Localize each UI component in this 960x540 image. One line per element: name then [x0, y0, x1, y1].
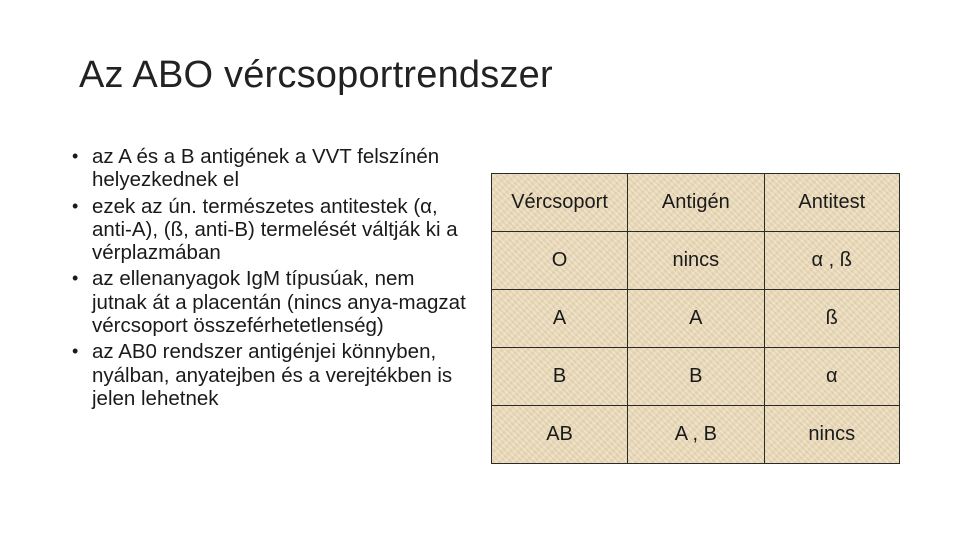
table-cell: A , B — [628, 406, 764, 464]
bullet-item — [72, 145, 472, 192]
bullet-marker: • — [72, 268, 79, 289]
table-cell: AB — [492, 406, 628, 464]
table-cell: A — [492, 290, 628, 348]
header-cell-antibody: Antitest — [764, 174, 899, 232]
table-cell: nincs — [628, 232, 764, 290]
table-cell: B — [492, 348, 628, 406]
table-cell: α , ß — [764, 232, 899, 290]
table-header-row — [492, 174, 900, 232]
bullet-text: az ellenanyagok IgM típusúak, nem jutnak át a placentán (nincs anya-magzat vércsoport összeférhetetlenség) — [92, 267, 466, 338]
bullet-list — [72, 145, 472, 413]
bullet-marker: • — [72, 195, 79, 216]
bullet-item — [72, 340, 472, 410]
table-row — [492, 232, 900, 290]
table-cell: α — [764, 348, 899, 406]
table-cell: ß — [764, 290, 899, 348]
table-cell: A — [628, 290, 764, 348]
bullet-text: az AB0 rendszer antigénjei könnyben, nyálban, anyatejben és a verejtékben is jelen lehetnek — [92, 340, 453, 410]
bullet-text: ezek az ún. természetes antitestek (α, anti-A), (ß, anti-B) termelését váltják ki a vérplazmában — [92, 194, 458, 265]
bullet-text: az A és a B antigének a VVT felszínén helyezkednek el — [92, 145, 440, 192]
slide-title: Az ABO vércsoportrendszer — [79, 54, 553, 96]
table-cell: B — [628, 348, 764, 406]
header-cell-blood-group: Vércsoport — [492, 174, 628, 232]
bullet-marker: • — [72, 341, 79, 362]
table-row — [492, 406, 900, 464]
bullet-item — [72, 267, 472, 337]
table-row — [492, 348, 900, 406]
table-cell: nincs — [764, 406, 899, 464]
blood-group-table — [491, 173, 900, 464]
table-row — [492, 290, 900, 348]
bullet-marker: • — [72, 146, 79, 166]
header-cell-antigen: Antigén — [628, 174, 764, 232]
bullet-item — [72, 195, 472, 265]
table-cell: O — [492, 232, 628, 290]
